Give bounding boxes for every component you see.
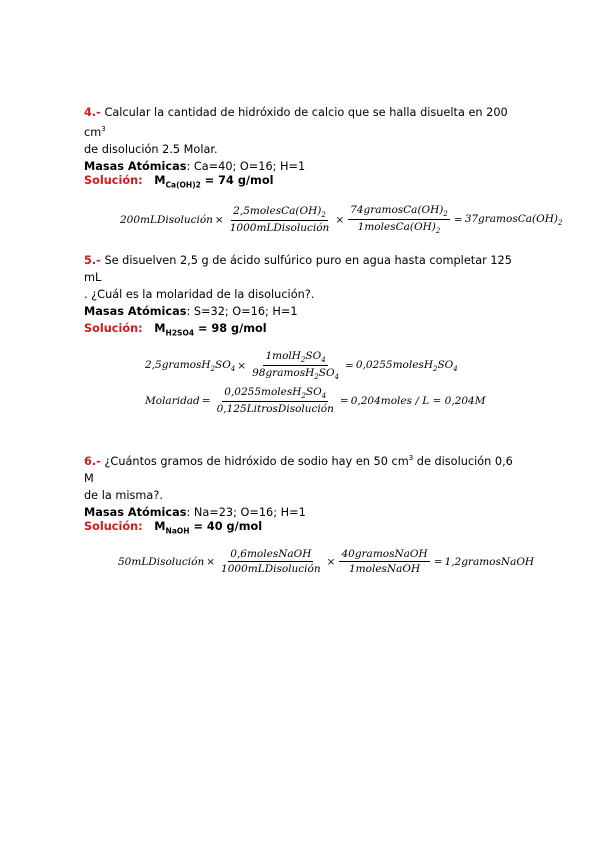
problem-6 [84, 450, 524, 521]
term: 2,5molesCa(OH) [233, 205, 322, 218]
statement-line-1b: de disolución 0,6 M [84, 454, 513, 485]
eq-result [356, 359, 458, 373]
sub: 2 [557, 218, 563, 227]
term: 1molH [265, 350, 301, 362]
sub: 2 [432, 364, 438, 373]
molar-mass-sub: H2SO4 [165, 328, 195, 338]
fraction [348, 204, 450, 235]
numerator [222, 386, 328, 402]
term: SO [305, 386, 322, 398]
problem-4-solution [84, 172, 524, 193]
atomic-masses-values: : Ca=40; O=16; H=1 [186, 159, 306, 173]
problem-number: 5.- [84, 254, 101, 267]
problem-4-statement [84, 104, 524, 158]
problem-5 [84, 252, 524, 320]
eq-result: 0,204moles / L = 0,204M [350, 394, 486, 407]
statement-line-1: Se disuelven 2,5 g de ácido sulfúrico puro en agua hasta completar 125 mL [84, 254, 512, 284]
term: 98gramosH [252, 367, 315, 380]
denominator [356, 220, 443, 235]
equation-4 [120, 204, 562, 235]
solution-label: Solución: [84, 174, 143, 187]
term: 37gramosCa(OH) [464, 212, 558, 225]
sub: 4 [453, 364, 458, 373]
term: SO [305, 350, 322, 362]
problem-6-statement [84, 450, 524, 504]
eq-term: Molaridad [145, 394, 200, 407]
numerator [231, 205, 328, 221]
equation-5a [145, 350, 458, 381]
equals-sign: = [453, 213, 463, 226]
atomic-masses-values: : Na=23; O=16; H=1 [186, 505, 306, 519]
sub: 2 [301, 392, 306, 401]
eq-term [145, 359, 235, 373]
denominator: 1molesNaOH [349, 563, 421, 575]
superscript: 3 [408, 454, 414, 462]
equation-5b [145, 386, 485, 415]
denominator [250, 366, 341, 381]
term: 0,0255molesH [224, 386, 302, 398]
atomic-masses-label: Masas Atómicas [84, 159, 187, 173]
sub: 2 [314, 373, 319, 382]
statement-line-1: Calcular la cantidad de hidróxido de calcio que se halla disuelta en 200 cm [84, 106, 508, 139]
denominator: 1000mLDisolución [229, 222, 330, 235]
sub: 2 [321, 211, 326, 220]
eq-term: 200mLDisolución [120, 213, 213, 226]
atomic-masses-label: Masas Atómicas [84, 305, 187, 318]
solution-label: Solución: [84, 520, 143, 533]
molar-mass-value: = 98 g/mol [194, 322, 267, 335]
problem-6-solution [84, 518, 524, 539]
statement-line-2: . ¿Cuál es la molaridad de la disolución?. [84, 288, 315, 301]
sub: 2 [443, 210, 448, 219]
molar-mass-prefix: M [154, 520, 166, 533]
sub: 4 [230, 364, 236, 373]
statement-line-2: de disolución 2.5 Molar. [84, 142, 218, 156]
molar-mass-sub: NaOH [165, 526, 190, 536]
molar-mass-value: = 40 g/mol [189, 520, 263, 533]
statement-line-2: de la misma?. [84, 488, 163, 502]
term: SO [318, 367, 335, 380]
denominator: 1000mLDisolución [221, 563, 321, 575]
sub: 2 [210, 364, 215, 373]
sub: 2 [300, 356, 306, 365]
term: 0,0255molesH [355, 358, 433, 371]
sub: 4 [334, 373, 340, 382]
term: SO [215, 358, 231, 371]
sub: 2 [435, 227, 441, 236]
problem-number: 4.- [84, 106, 101, 119]
eq-result: 1,2gramosNaOH [444, 555, 535, 568]
denominator: 0,125LitrosDisolución [216, 403, 334, 416]
sub: 4 [321, 356, 326, 365]
equation-6 [118, 548, 534, 575]
atomic-masses-label: Masas Atómicas [84, 505, 187, 519]
eq-result [465, 213, 563, 227]
equals-sign: = [339, 394, 349, 407]
fraction [219, 548, 323, 575]
fraction [339, 548, 429, 575]
numerator [263, 350, 327, 366]
equals-sign: = [345, 359, 354, 372]
problem-number: 6.- [84, 454, 101, 468]
molar-mass-prefix: M [154, 174, 166, 187]
equals-sign: = [433, 555, 443, 568]
numerator: 0,6molesNaOH [230, 548, 312, 560]
sub: 4 [321, 392, 327, 401]
problem-4 [84, 104, 524, 175]
solution-label: Solución: [84, 322, 143, 335]
statement-line-1: ¿Cuántos gramos de hidróxido de sodio hay en 50 cm [104, 454, 409, 468]
superscript: 3 [101, 125, 106, 133]
atomic-masses-values: : S=32; O=16; H=1 [186, 305, 298, 318]
term: 1molesCa(OH) [357, 221, 436, 234]
molar-mass-prefix: M [154, 322, 166, 335]
term: SO [437, 358, 454, 371]
equals-sign: = [201, 394, 211, 407]
fraction [228, 205, 332, 234]
eq-term: 50mLDisolución [118, 555, 205, 568]
molar-mass [154, 322, 267, 338]
problem-5-solution [84, 320, 524, 341]
times-sign: × [206, 555, 216, 568]
times-sign: × [237, 359, 247, 372]
numerator: 40gramosNaOH [341, 548, 428, 560]
fraction [215, 386, 336, 415]
term: 74gramosCa(OH) [350, 204, 444, 216]
molar-mass-sub: Ca(OH)2 [165, 180, 201, 190]
molar-mass [154, 174, 274, 190]
times-sign: × [326, 555, 336, 568]
atomic-masses [84, 303, 524, 320]
molar-mass-value: = 74 g/mol [200, 174, 274, 187]
fraction [250, 350, 341, 381]
times-sign: × [214, 213, 224, 226]
term: 2,5gramosH [145, 358, 211, 371]
times-sign: × [335, 213, 345, 226]
numerator [348, 204, 450, 220]
molar-mass [154, 520, 263, 536]
problem-5-statement [84, 252, 524, 303]
